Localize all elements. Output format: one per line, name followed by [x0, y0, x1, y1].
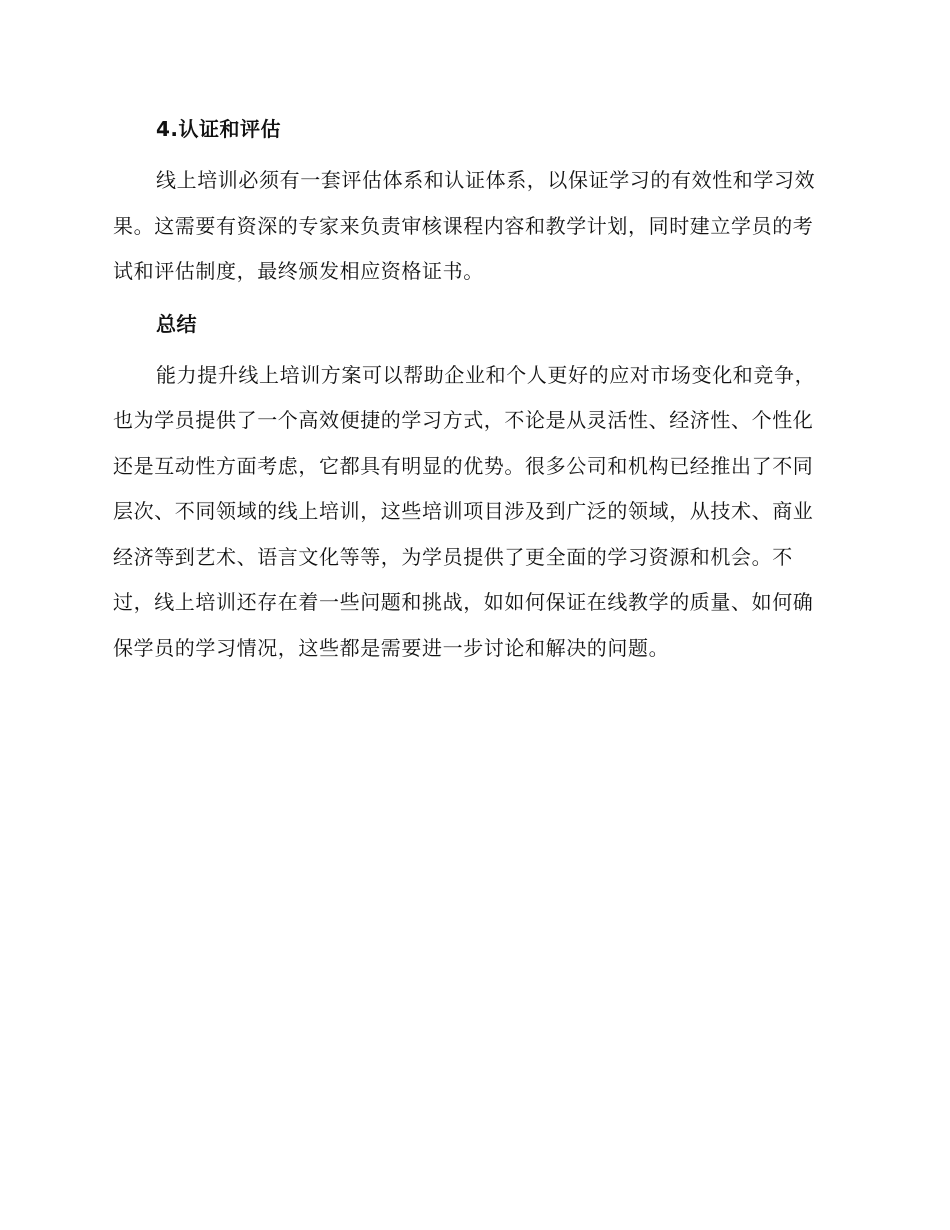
section-heading-summary: 总结 [156, 311, 197, 336]
paragraph-summary: 能力提升线上培训方案可以帮助企业和个人更好的应对市场变化和竞争，也为学员提供了一个高效便捷的学习方式，不论是从灵活性、经济性、个性化还是互动性方面考虑，它都具有明显的优势。很多公司和机构已经推出了不同层次、不同领域的线上培训，这些培训项目涉及到广泛的领域，从技术、商业经济等到艺术、语言文化等等，为学员提供了更全面的学习资源和机会。不过，线上培训还存在着一些问题和挑战，如如何保证在线教学的质量、如何确保学员的学习情况，这些都是需要进一步讨论和解决的问题。 [113, 362, 816, 660]
section-heading-certification: 4.认证和评估 [156, 117, 282, 141]
paragraph-certification: 线上培训必须有一套评估体系和认证体系，以保证学习的有效性和学习效果。这需要有资深的专家来负责审核课程内容和教学计划，同时建立学员的考试和评估制度，最终颁发相应资格证书。 [113, 168, 816, 283]
document-content [113, 112, 833, 683]
